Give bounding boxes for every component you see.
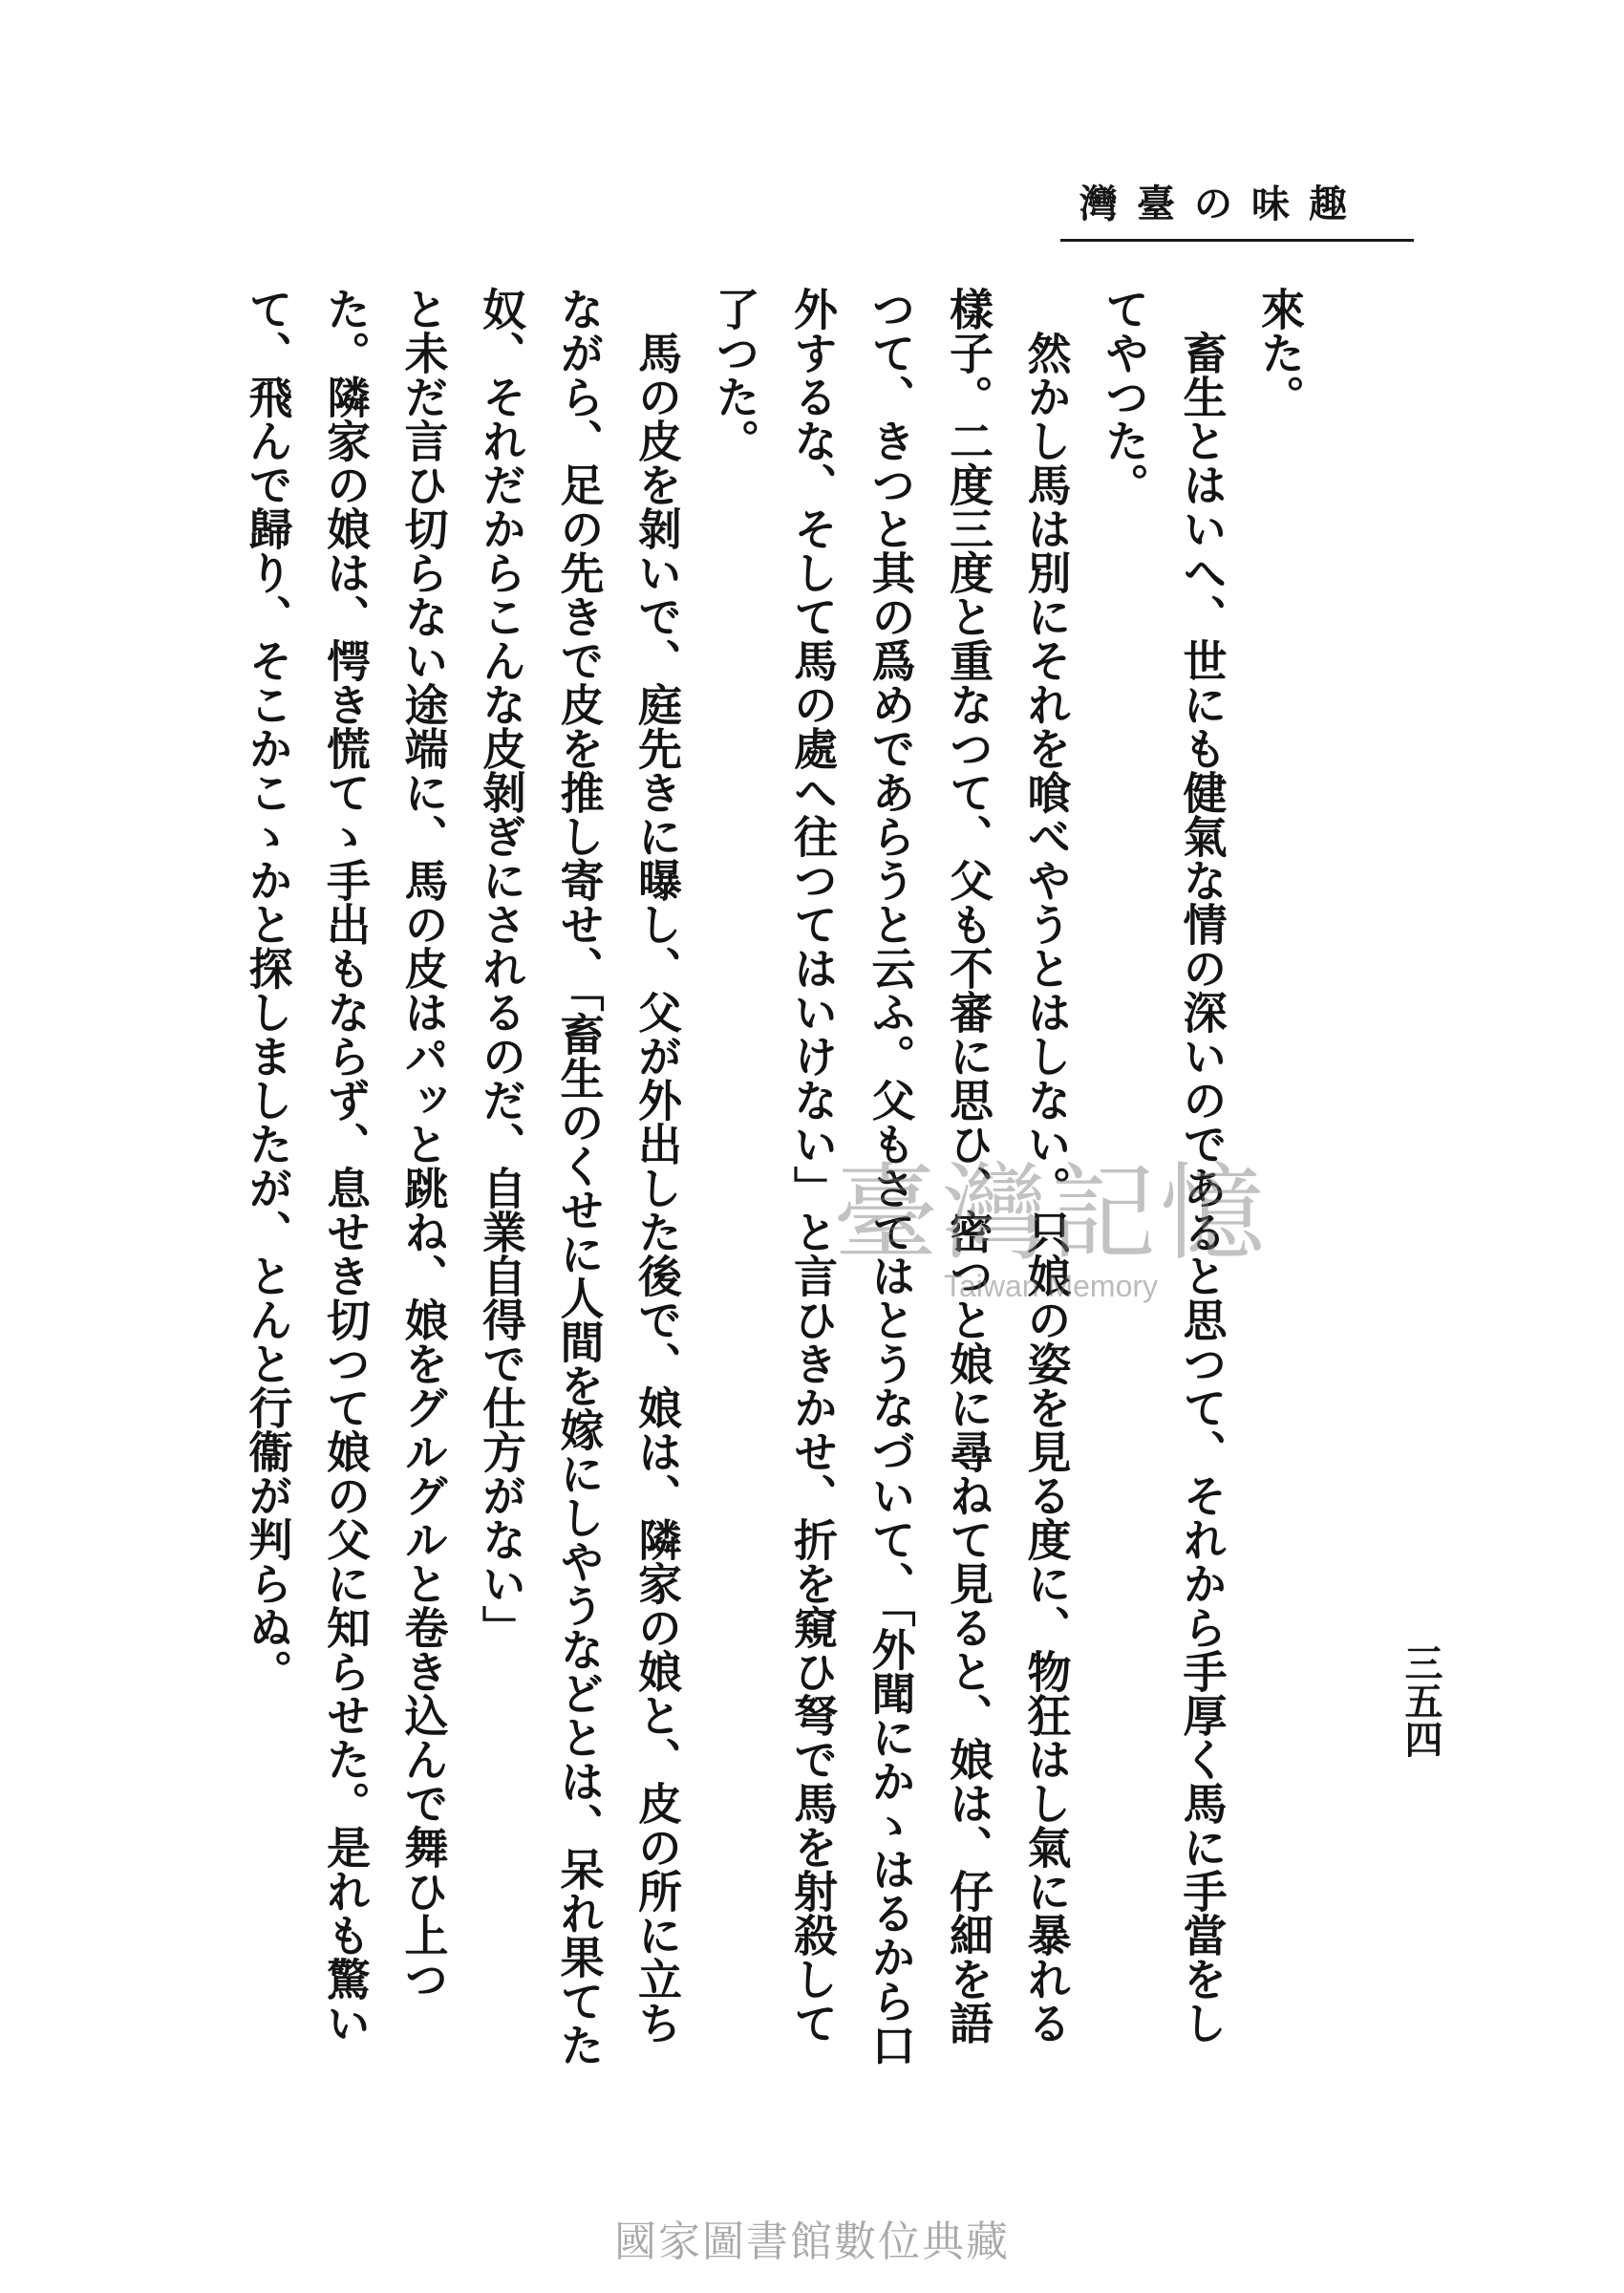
watermark-title: 臺灣記憶 [833, 1152, 1269, 1275]
page-number: 三五四 [1399, 1643, 1443, 1758]
header-rule [1060, 239, 1414, 242]
paragraph: 然かし馬は別にそれを喰べやうとはしない。只娘の姿を見る度に、物狂はし氣に暴れる樣子。二度三度と重なつて、父も不審に思ひ、密つと娘に尋ねて見ると、娘は、仔細を語つて、きつと其の爲めであらうと云ふ。父もさてはとうなづいて、「外聞にかゝはるから口外するな、そして馬の處へ往つてはいけない」と言ひきかせ、折を窺ひ弩で馬を射殺して了つた。 [709, 287, 1073, 2067]
paragraph: 來た。 [1254, 287, 1306, 418]
running-head: 趣味の臺灣 [1079, 182, 1366, 226]
watermark-subtitle: Taiwan Memory [943, 1269, 1159, 1303]
paragraph: 畜生とはいへ、世にも健氣な情の深いのであると思つて、それから手厚く馬に手當をしてやつた。 [1099, 287, 1229, 2045]
paragraph: と未だ言ひ切らない途端に、馬の皮はパッと跳ね、娘をグルグルと卷き込んで舞ひ上つた。隣家の娘は、愕き慌てゝ手出もならず、息せき切つて娘の父に知らせた。是れも驚いて、飛んで歸り、そこかこゝかと探しましたが、とんと行衞が判らぬ。 [242, 287, 450, 2045]
footer-credit: 國家圖書館數位典藏 [614, 2218, 1010, 2266]
paragraph: 馬の皮を剝いで、庭先きに曝し、父が外出した後で、娘は、隣家の娘と、皮の所に立ちながら、足の先きで皮を推し寄せ、「畜生のくせに人間を嫁にしやうなどとは、呆れ果てた奴、それだからこんな皮剝ぎにされるのだ、自業自得で仕方がない」 [476, 287, 683, 2067]
body-text [239, 287, 1318, 2073]
